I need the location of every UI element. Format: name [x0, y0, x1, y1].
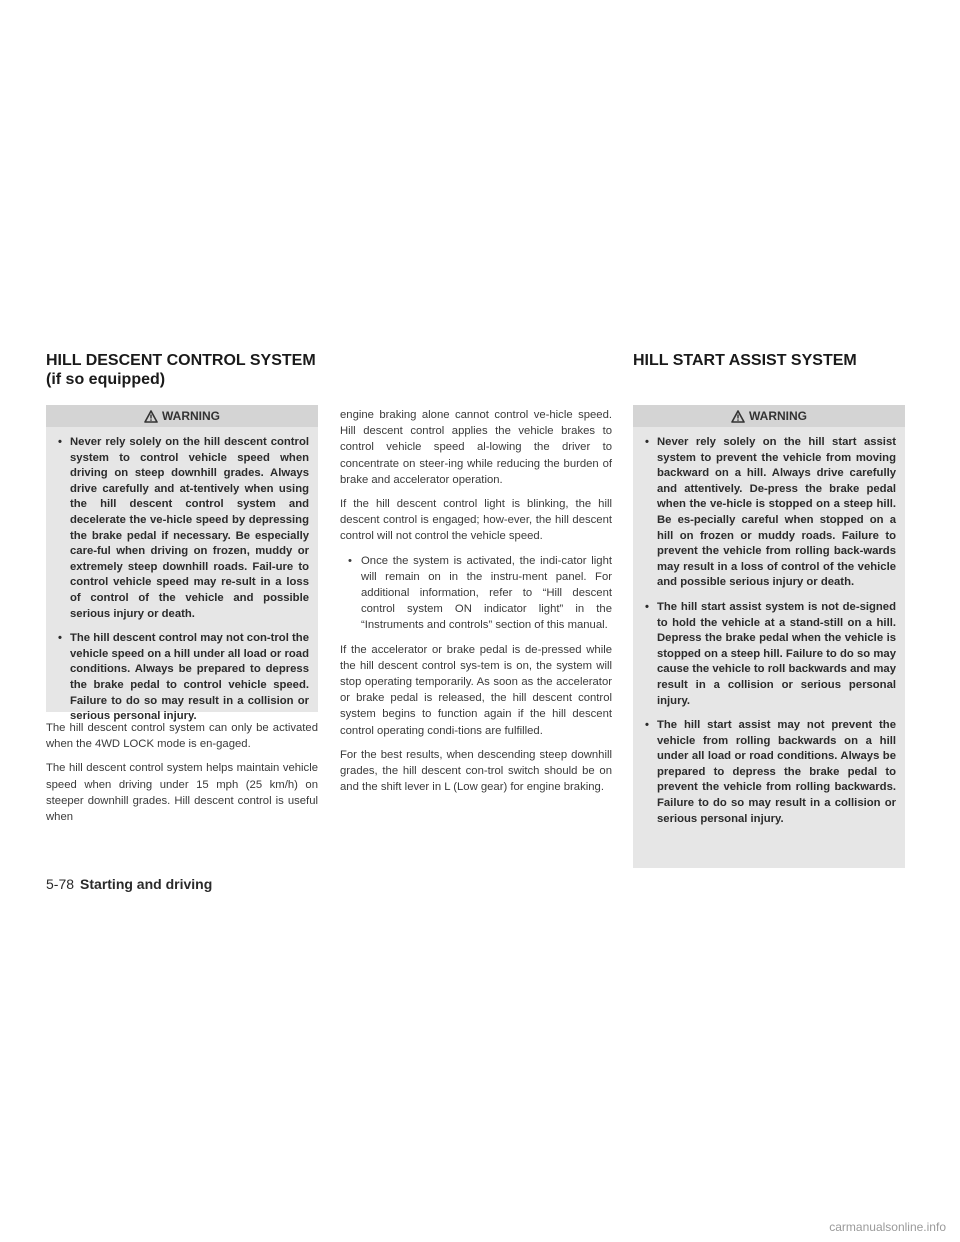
- hill-descent-body-middle: [340, 407, 612, 803]
- warning-box-hill-descent: [46, 405, 318, 723]
- section-name: Starting and driving: [80, 876, 213, 892]
- body-paragraph: If the hill descent control light is blinking, the hill descent control is engaged; how-ever, the hill descent control will not control the vehicle speed.: [340, 498, 612, 543]
- warning-item: • Never rely solely on the hill start assist system to prevent the vehicle from moving backward on a hill. Always drive carefully and attentively. De-press the brake pedal when the ve-hicle is stopped on a steep hill. Be es-pecially careful when stopped on a hill on frozen or muddy roads. Failure to prevent the vehicle from rolling back-wards may result in a loss of control of the vehicle and possible serious injury or death.: [645, 435, 896, 591]
- body-paragraph: The hill descent control system can only be activated when the 4WD LOCK mode is en-gaged.: [46, 722, 318, 751]
- body-bullet-item: • Once the system is activated, the indi-cator light will remain on in the instru-ment panel. For additional information, refer to “Hill descent control system ON indicator light” in the “Instruments and controls” section of this manual.: [340, 553, 612, 634]
- warning-item: • The hill start assist system is not de-signed to hold the vehicle at a stand-still on a hill. Depress the brake pedal when the vehicle is stopped on a steep hill. Failure to do so may cause the vehicle to roll backwards and may result in a collision or serious personal injury.: [645, 600, 896, 709]
- warning-triangle-icon: [731, 410, 745, 423]
- warning-box-hill-start: [633, 405, 905, 868]
- watermark: carmanualsonline.info: [829, 1220, 946, 1234]
- page-footer: [46, 876, 212, 892]
- body-paragraph: For the best results, when descending steep downhill grades, the hill descent con-trol switch should be on and the shift lever in L (Low gear) for engine braking.: [340, 748, 612, 794]
- body-paragraph: The hill descent control system helps maintain vehicle speed when driving under 15 mph (25 km/h) on steeper downhill grades. Hill descent control is useful when: [46, 762, 318, 824]
- warning-label: WARNING: [162, 409, 220, 423]
- warning-list: [46, 427, 318, 725]
- section-heading-hill-descent: HILL DESCENT CONTROL SYSTEM (if so equipped): [46, 352, 316, 388]
- warning-item: • Never rely solely on the hill descent control system to control vehicle speed when driving on steep downhill grades. Always drive carefully and at-tentively when using the hill descent control system and decelerate the ve-hicle speed by depressing the brake pedal if necessary. Be especially care-ful when driving on frozen, muddy or extremely steep downhill roads. Fail-ure to control vehicle speed may re-sult in a loss of control of the vehicle and possible serious injury or death.: [58, 435, 309, 622]
- warning-item: • The hill descent control may not con-trol the vehicle speed on a hill under all load or road conditions. Always be prepared to depress the brake pedal to control vehicle speed. Failure to do so may result in a collision or serious personal injury.: [58, 631, 309, 725]
- body-paragraph: engine braking alone cannot control ve-hicle speed. Hill descent control applies the vehicle brakes to control vehicle speed al-lowing the driver to concentrate on steer-ing while reducing the burden of brake and accelerator operation.: [340, 409, 612, 486]
- body-paragraph: If the accelerator or brake pedal is de-pressed while the hill descent control sys-tem is on, the system will stop operating temporarily. As soon as the accelerator or brake pedal is released, the hill descent control system begins to function again if the hill descent control operating condi-tions are fulfilled.: [340, 643, 612, 737]
- warning-list: [633, 427, 905, 827]
- warning-title-bar: [46, 405, 318, 427]
- page-number: 5-78: [46, 876, 75, 892]
- section-heading-hill-start: HILL START ASSIST SYSTEM: [633, 352, 857, 369]
- hill-descent-body-left: [46, 720, 318, 833]
- warning-triangle-icon: [144, 410, 158, 423]
- warning-title-bar: [633, 405, 905, 427]
- warning-label: WARNING: [749, 409, 807, 423]
- warning-item: • The hill start assist may not prevent the vehicle from rolling backwards on a hill under all load or road conditions. Always be prepared to depress the brake pedal to prevent the vehicle from rolling backwards. Failure to do so may result in a collision or serious personal injury.: [645, 718, 896, 827]
